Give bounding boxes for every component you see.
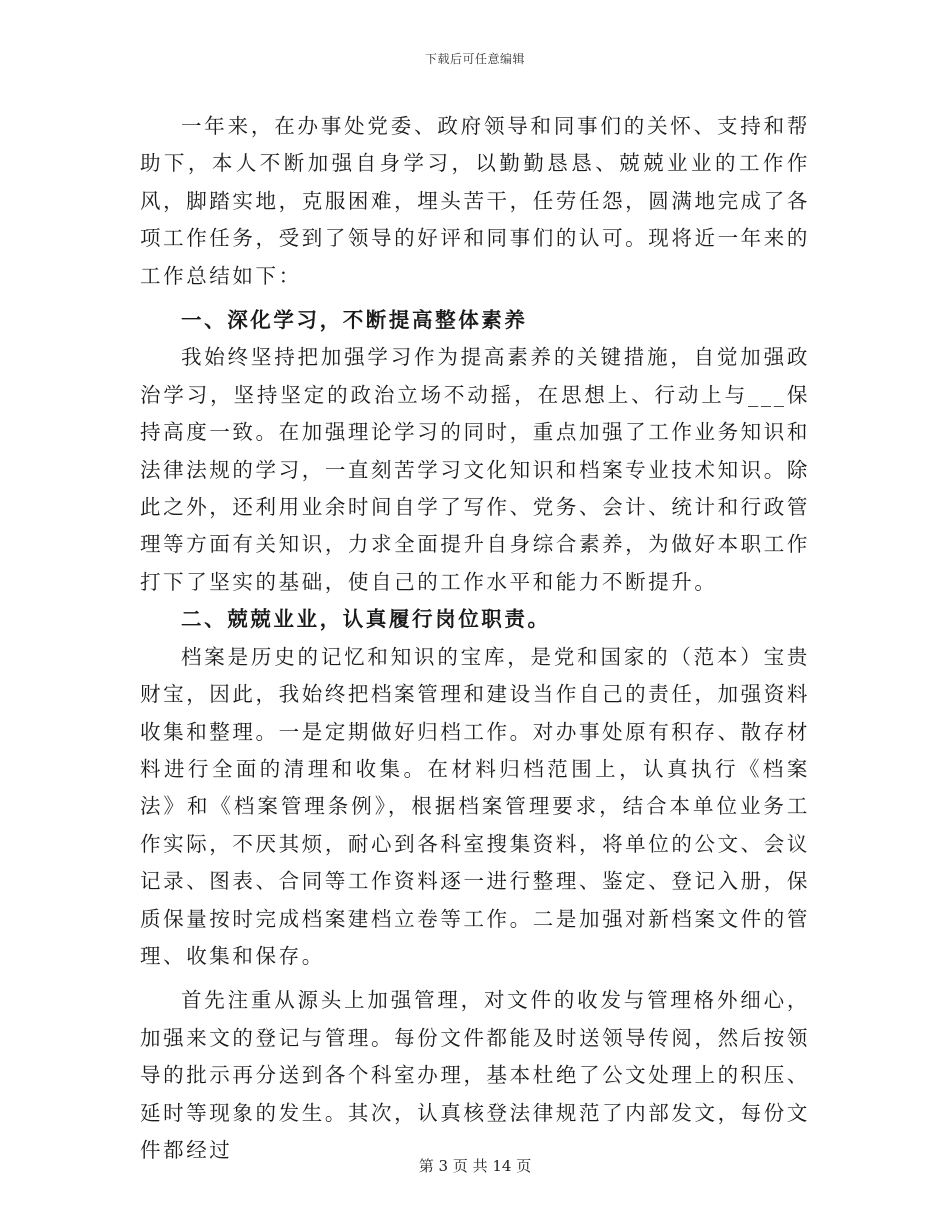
section-heading-1: 一、深化学习，不断提高整体素养 — [181, 308, 528, 333]
section-2-continued-paragraph: 首先注重从源头上加强管理，对文件的收发与管理格外细心，加强来文的登记与管理。每份文件都能及时送领导传阅，然后按领导的批示再分送到各个科室办理，基本杜绝了公文处理上的积压、延时等现象的发生。其次，认真核登法律规范了内部发文，每份文件都经过 — [140, 988, 810, 1162]
spacer — [140, 295, 810, 302]
document-body — [140, 108, 810, 1169]
page-number: 第 3 页 共 14 页 — [418, 1157, 532, 1175]
section-2-paragraph: 档案是历史的记忆和知识的宝库，是党和国家的（范本）宝贵财宝，因此，我始终把档案管理和建设当作自己的责任，加强资料收集和整理。一是定期做好归档工作。对办事处原有积存、散存材料进行全面的清理和收集。在材料归档范围上，认真执行《档案法》和《档案管理条例》，根据档案管理要求，结合本单位业务工作实际，不厌其烦，耐心到各科室搜集资料，将单位的公文、会议记录、图表、合同等工作资料逐一进行整理、鉴定、登记入册，保质保量按时完成档案建档立卷等工作。二是加强对新档案文件的管理、收集和保存。 — [140, 644, 810, 968]
spacer — [140, 975, 810, 982]
section-1-paragraph: 我始终坚持把加强学习作为提高素养的关键措施，自觉加强政治学习，坚持坚定的政治立场不动摇，在思想上、行动上与___保持高度一致。在加强理论学习的同时，重点加强了工作业务知识和法律法规的学习，一直刻苦学习文化知识和档案专业技术知识。除此之外，还利用业余时间自学了写作、党务、会计、统计和行政管理等方面有关知识，力求全面提升自身综合素养，为做好本职工作打下了坚实的基础，使自己的工作水平和能力不断提升。 — [140, 345, 810, 594]
page-header-note: 下载后可任意编辑 — [424, 52, 525, 66]
section-heading-2: 二、兢兢业业，认真履行岗位职责。 — [181, 607, 551, 632]
intro-paragraph: 一年来，在办事处党委、政府领导和同事们的关怀、支持和帮助下，本人不断加强自身学习，以勤勤恳恳、兢兢业业的工作作风，脚踏实地，克服困难，埋头苦干，任劳任怨，圆满地完成了各项工作任务，受到了领导的好评和同事们的认可。现将近一年来的工作总结如下： — [140, 114, 810, 288]
